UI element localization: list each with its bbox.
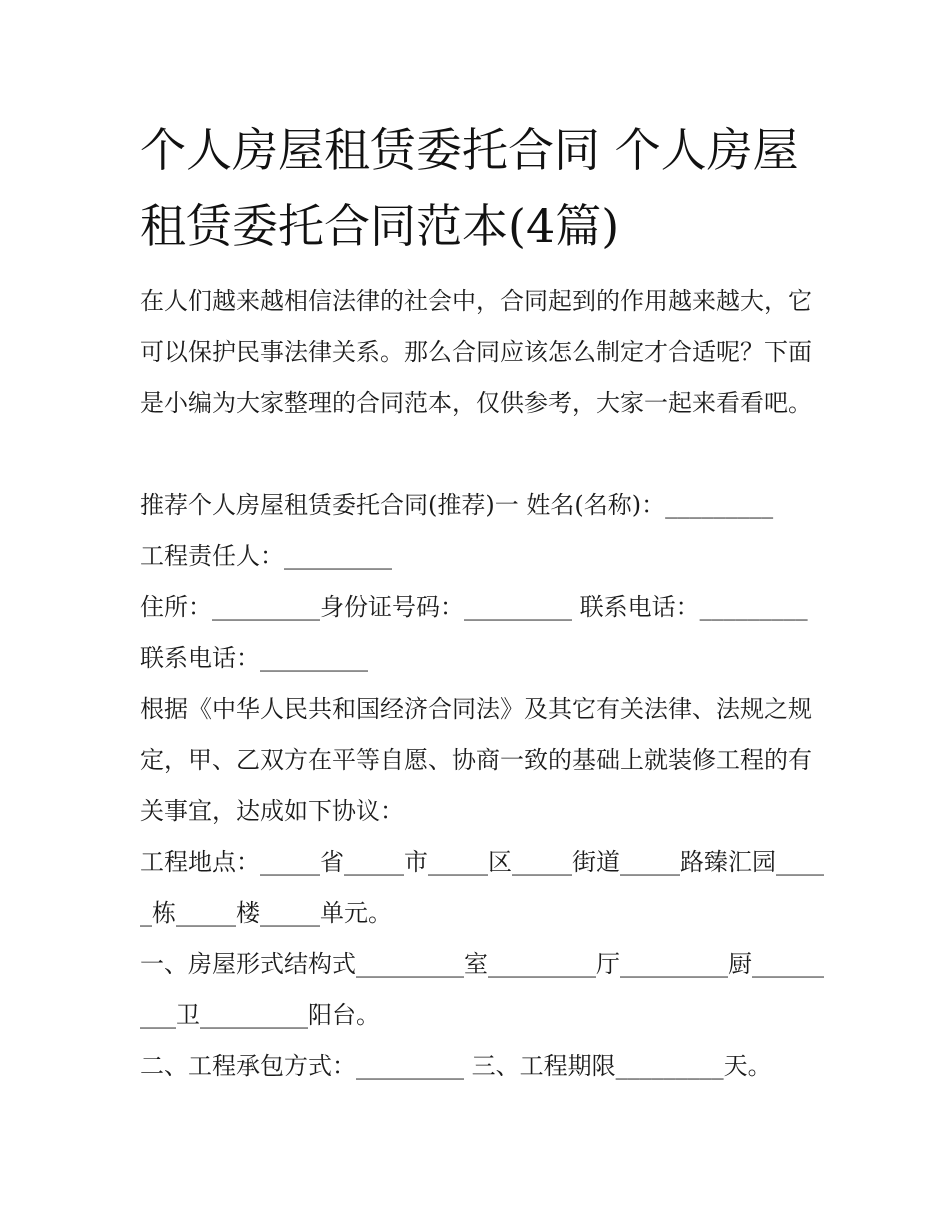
legal-basis-paragraph: 根据《中华人民共和国经济合同法》及其它有关法律、法规之规定，甲、乙双方在平等自愿、协商一致的基础上就装修工程的有关事宜，达成如下协议： xyxy=(140,695,812,825)
project-manager-line: 工程责任人：_________ xyxy=(140,542,392,570)
house-structure-paragraph: 一、房屋形式结构式_________室_________厅_________厨_________卫_________阳台。 xyxy=(140,950,824,1029)
document-title: 个人房屋租赁委托合同 个人房屋租赁委托合同范本(4篇) xyxy=(140,123,799,253)
contract-method-paragraph: 二、工程承包方式：_________ 三、工程期限_________天。 xyxy=(140,1052,772,1080)
recommend-name-line: 推荐个人房屋租赁委托合同(推荐)一 姓名(名称)：_________ xyxy=(140,491,774,519)
address-contact-paragraph: 住所：_________身份证号码：_________ 联系电话：_________联系电话：_________ xyxy=(140,593,808,672)
project-location-paragraph: 工程地点：_____省_____市_____区_____街道_____路臻汇园_____栋_____楼_____单元。 xyxy=(140,848,824,927)
intro-paragraph: 在人们越来越相信法律的社会中，合同起到的作用越来越大，它可以保护民事法律关系。那么合同应该怎么制定才合适呢？下面是小编为大家整理的合同范本，仅供参考，大家一起来看看吧。 xyxy=(140,287,812,417)
